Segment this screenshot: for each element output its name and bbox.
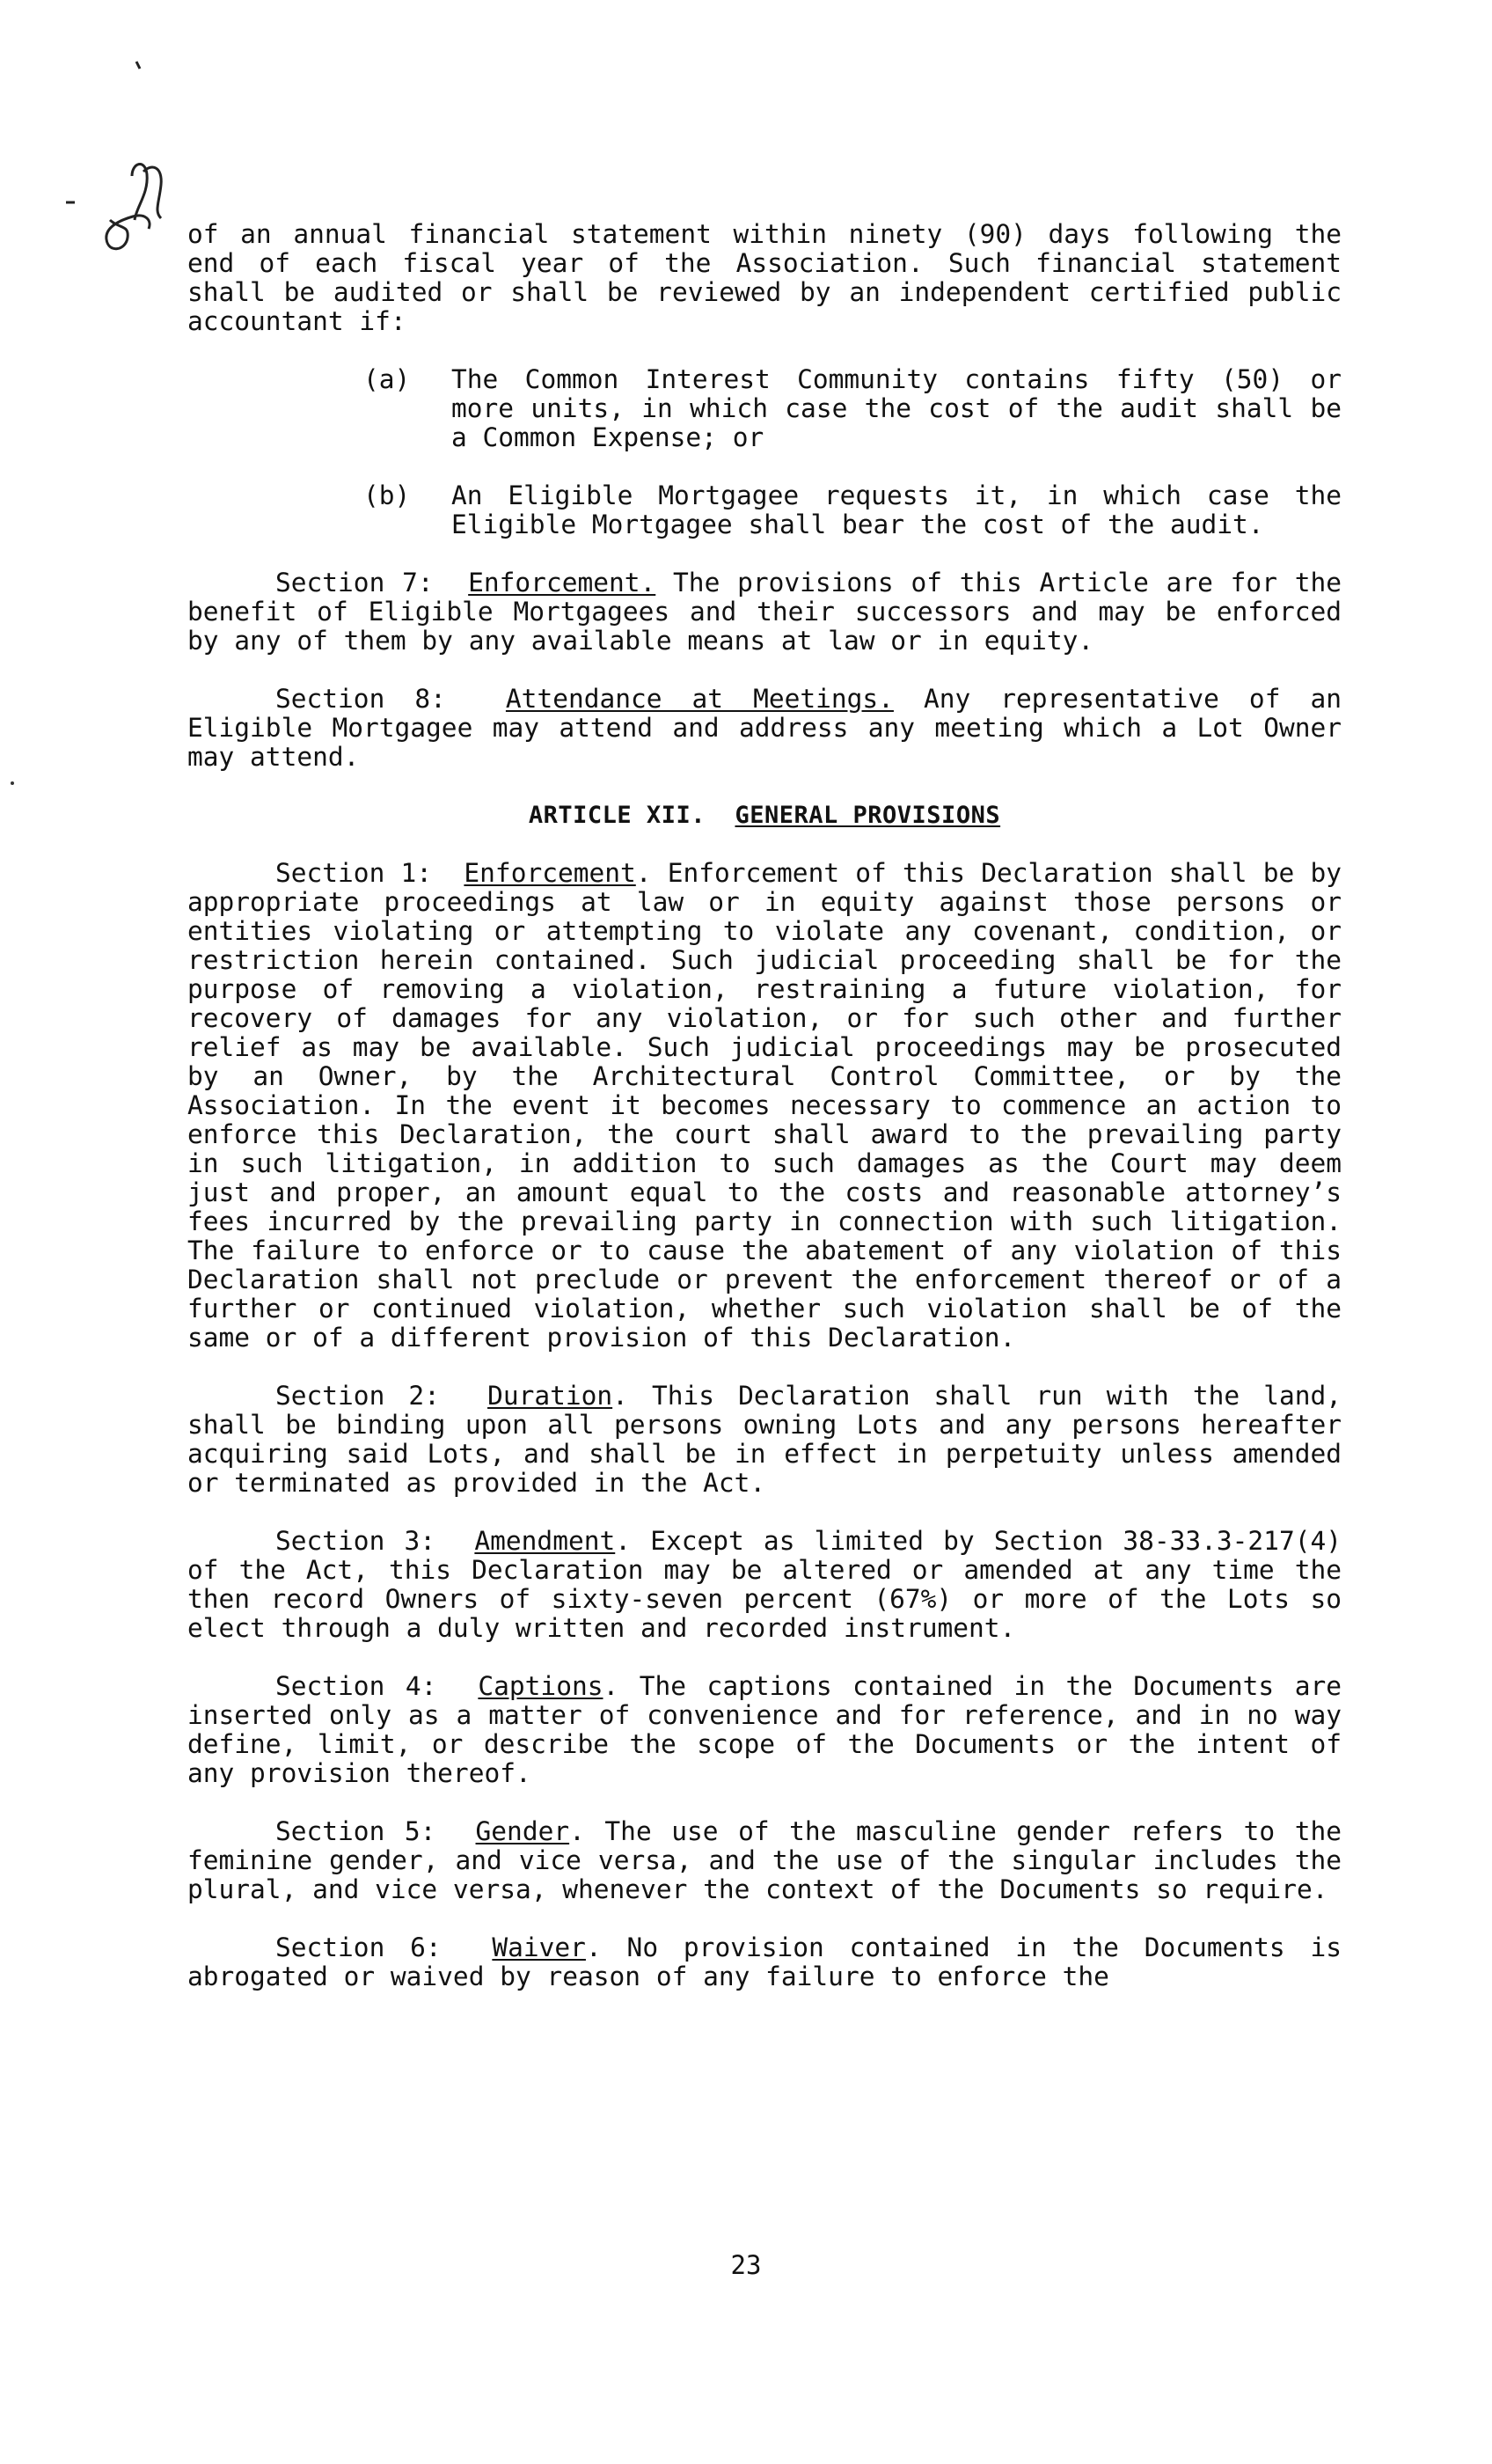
section-title: Duration	[487, 1381, 613, 1411]
section-title: Captions	[478, 1671, 603, 1701]
section-number: Section 6:	[275, 1932, 442, 1962]
section-title: Enforcement.	[468, 568, 656, 598]
section-4	[187, 1672, 1342, 1788]
section-text: The provisions of this Article are for the benefit of Eligible Mortgagees and their successors and may be enforced by any of them by any available means at law or in equity.	[187, 568, 1342, 656]
section-title: Enforcement	[464, 858, 636, 888]
handwritten-initials-mark	[48, 53, 180, 255]
section-7	[187, 568, 1342, 656]
section-text: Any representative of an Eligible Mortgagee may attend and address any meeting which a Lot Owner may attend.	[187, 684, 1342, 772]
section-1	[187, 859, 1342, 1353]
section-number: Section 4:	[275, 1671, 437, 1701]
section-title: Waiver	[492, 1932, 586, 1962]
section-title: Amendment	[474, 1526, 616, 1556]
section-number: Section 3:	[275, 1526, 436, 1556]
section-number: Section 5:	[275, 1816, 436, 1846]
page-number: 23	[730, 2250, 762, 2280]
list-item-label: (a)	[363, 364, 411, 394]
section-number: Section 1:	[275, 858, 433, 888]
section-title: Gender	[475, 1816, 570, 1846]
section-6	[187, 1933, 1342, 1991]
section-number: Section 8:	[275, 684, 446, 714]
section-text: . The use of the masculine gender refers to the feminine gender, and vice versa, and the use of the singular includes the plural, and vice versa, whenever the context of the Documents so require.	[187, 1816, 1342, 1904]
article-prefix: ARTICLE XII.	[528, 802, 706, 829]
section-text: . Enforcement of this Declaration shall be by appropriate proceedings at law or in equity against those persons or entities violating or attempting to violate any covenant, condition, or restriction herein contained. Such judicial proceeding shall be for the purpose of removing a violation, restraining a future violation, for recovery of damages for any violation, or for such other and further relief as may be available. Such judicial proceedings may be prosecuted by an Owner, by the Architectural Control Committee, or by the Association. In the event it becomes necessary to commence an action to enforce this Declaration, the court shall award to the prevailing party in such litigation, in addition to such damages as the Court may deem just and proper, an amount equal to the costs and reasonable attorney’s fees incurred by the prevailing party in connection with such litigation. The failure to enforce or to cause the abatement of any violation of this Declaration shall not preclude or prevent the enforcement thereof or of a further or continued violation, whether such violation shall be of the same or of a different provision of this Declaration.	[187, 858, 1342, 1353]
document-body	[187, 220, 1342, 2020]
section-8	[187, 685, 1342, 772]
section-number: Section 7:	[275, 568, 434, 598]
list-item	[187, 365, 1342, 452]
section-text: . Except as limited by Section 38-33.3-217(4) of the Act, this Declaration may be altered or amended at any time the then record Owners of sixty-seven percent (67%) or more of the Lots so elect through a duly written and recorded instrument.	[187, 1526, 1342, 1643]
list-item	[187, 481, 1342, 539]
list-item-text: The Common Interest Community contains fifty (50) or more units, in which case the cost of the audit shall be a Common Expense; or	[451, 364, 1342, 452]
section-title: Attendance at Meetings.	[505, 684, 894, 714]
opening-paragraph: of an annual financial statement within ninety (90) days following the end of each fiscal year of the Association. Such financial statement shall be audited or shall be reviewed by an independent certified public accountant if:	[187, 219, 1342, 336]
section-number: Section 2:	[275, 1381, 440, 1411]
section-text: . No provision contained in the Documents is abrogated or waived by reason of any failure to enforce the	[187, 1932, 1342, 1991]
section-5	[187, 1817, 1342, 1904]
section-text: . This Declaration shall run with the land, shall be binding upon all persons owning Lots and any persons hereafter acquiring said Lots, and shall be in effect in perpetuity unless amended or terminated as provided in the Act.	[187, 1381, 1342, 1498]
section-2	[187, 1382, 1342, 1498]
stray-mark	[11, 781, 14, 785]
list-item-label: (b)	[363, 480, 411, 510]
article-heading	[187, 801, 1342, 830]
list-item-text: An Eligible Mortgagee requests it, in which case the Eligible Mortgagee shall bear the cost of the audit.	[451, 480, 1342, 539]
section-text: . The captions contained in the Documents are inserted only as a matter of convenience and for reference, and in no way define, limit, or describe the scope of the Documents or the intent of any provision thereof.	[187, 1671, 1342, 1788]
article-title: GENERAL PROVISIONS	[735, 802, 1001, 829]
section-3	[187, 1527, 1342, 1643]
